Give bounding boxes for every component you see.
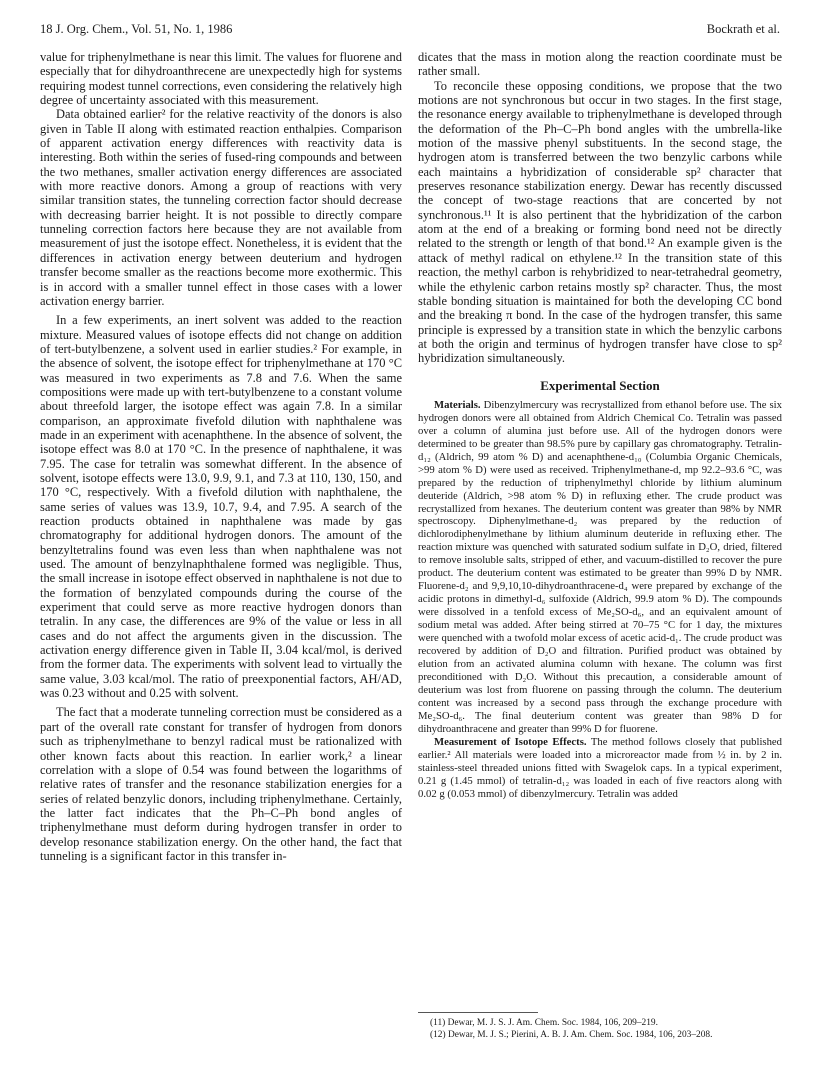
paragraph: value for triphenylmethane is near this limit. The values for fluorene and especially that for dihydroanthrecene are unexpectedly high for systems requiring modest tunnel corrections, even considering the relatively high degree of uncertainty associated with this measurement. [40,50,402,108]
left-column [40,50,402,863]
right-column [418,50,782,800]
footnote: (11) Dewar, M. J. S. J. Am. Chem. Soc. 1984, 106, 209–219. [430,1018,658,1028]
page-info: 18 J. Org. Chem., Vol. 51, No. 1, 1986 [40,22,233,36]
isotope-paragraph [418,736,782,801]
paragraph: To reconcile these opposing conditions, we propose that the two motions are not synchronous but occur in two stages. In the first stage, the resonance energy available to triphenylmethane is developed through the deformation of the Ph–C–Ph bond angles with the umbrella-like motion of the massive phenyl substituents. In the second stage, the hydrogen atom is transferred between the two benzylic carbons while each maintains a hybridization of considerable sp² character that preserves resonance stabilization energy. Dewar has recently discussed the concept of two-stage reactions that are concerted by not synchronous.¹¹ It is also pertinent that the hybridization of the carbon atom at the end of a breaking or forming bond need not be directly related to the strength or length of that bond.¹² An example given is the attack of methyl radical on ethylene.¹² In the transition state of this reaction, the methyl carbon is rehybridized to near-tetrahedral geometry, while the ethylenic carbon retains mostly sp² character. Thus, the most stable bonding situation is maintained for both the developing CC bond and the breaking π bond. In the case of the hydrogen transfer, this same principle is expressed by a transition state in which the benzylic carbons at both the origin and terminus of hydrogen transfer have close to sp² hybridization simultaneously. [418,78,782,366]
running-header [40,22,780,42]
paragraph-text: The method follows closely that published earlier.² All materials were loaded into a microreactor made from ½ in. by 2 in. stainless-steel threaded unions fitted with Swagelok caps. In a typical experiment, 0.21 g (1.45 mmol) of tetralin-d₁₂ was loaded in each of five reactors along with 0.02 g (0.053 mmol) of dibenzylmercury. Tetralin was added [418,735,782,800]
paragraph-text: Dibenzylmercury was recrystallized from ethanol before use. The six hydrogen donors were all obtained from Aldrich Chemical Co. Tetralin was passed over a column of alumina just before use. All of the hydrogen donors were determined to be greater than 98.5% pure by capillary gas chromatography. Tetralin-d₁₂ (Aldrich, 99 atom % D) and acenaphthene-d₁₀ (Columbia Organic Chemicals, >99 atom % D) were used as received. Triphenylmethane-d, mp 92.2–93.6 °C, was prepared by the reduction of triphenylmethyl chloride by lithium aluminum deuteride (Aldrich, >98 atom % D) in refluxing ether. The crude product was recrystallized from hexanes. The deuterium content was greater than 98% by NMR spectroscopy. Diphenylmethane-d₂ was prepared by the reduction of dichlorodiphenylmethane by lithium aluminum deuteride in refluxing ether. The reaction mixture was quenched with saturated sodium sulfate in D₂O, dried, filtered to remove insoluble salts, stripped of ether, and vacuum-distilled to recover the pure product. The deuterium content was estimated to be greater than 99% D by NMR. Fluorene-d₂ and 9,9,10,10-dihydroanthracene-d₄ were prepared by exchange of the acidic protons in dimethyl-d₆ sulfoxide (Aldrich, 99.9 atom % D). The compounds were dissolved in a tenfold excess of Me₂SO-d₆, and an equivalent amount of sodium metal was added. After being stirred at 70–75 °C for 1 day, the mixtures were quenched with a twofold molar excess of acetic acid-d₁. The crude product was recovered by addition of D₂O and filtration. Purified product was obtained by elution from an activated alumina column with hexane. The column was first preconditioned with D₂O. Without this precaution, a considerable amount of deuterium was lost from fluorene on passing through the column. The deuterium content was increased by a second pass through the exchange procedure with Me₂SO-d₆. The final deuterium content was greater than 98% D for dihydroanthracene and greater than 99% D for fluorene. [418,398,782,735]
materials-paragraph [418,399,782,736]
footnotes [418,1018,782,1041]
run-in-heading: Materials. [434,398,481,411]
paragraph: In a few experiments, an inert solvent was added to the reaction mixture. Measured values of isotope effects did not change on addition of tert-butylbenzene, a solvent used in earlier studies.² For example, in the absence of solvent, the isotope effect for triphenylmethane at 170 °C was measured in two experiments as 7.8 and 7.6. When the same compositions were made up with tert-butylbenzene to a constant volume about threefold larger, the isotope effect was again 7.8. In a similar comparison, an approximate fivefold dilution with naphthalene was made in an experiment with acenaphthene. In the absence of solvent, the isotope effect was 8.0 at 170 °C. In the presence of naphthalene, it was 7.95. The case for tetralin was somewhat different. In the absence of solvent, isotope effects were 13.0, 9.9, 9.1, and 7.3 at 110, 130, 150, and 170 °C, respectively. With a fivefold dilution with naphthalene, the same series of values was 13.9, 10.7, 9.4, and 7.95. A search of the reaction products obtained in naphthalene was made by gas chromatography for additional hydrogen donors. The amount of the benzyltetralins found was even less than when naphthalene was not used. The amount of benzylnaphthalene formed was negligible. Thus, the small increase in isotope effect observed in naphthalene is not due to the formation of benzylated compounds during the course of the experiment that could serve as more reactive hydrogen donors than tetralin. In any case, the differences are 9% of the value or less in all cases and do not affect the arguments given in the discussion. The activation energy difference given in Table II, 3.04 kcal/mol, is derived from the former data. The experiments with solvent lead to virtually the same value, 3.03 kcal/mol. The ratio of preexponential factors, AH/AD, was 0.23 without and 0.25 with solvent. [40,313,402,701]
footnote: (12) Dewar, M. J. S.; Pierini, A. B. J. Am. Chem. Soc. 1984, 106, 203–208. [430,1029,713,1040]
footnote-rule [418,1012,538,1013]
paragraph: dicates that the mass in motion along the reaction coordinate must be rather small. [418,50,782,79]
author-header: Bockrath et al. [706,22,780,36]
run-in-heading: Measurement of Isotope Effects. [434,735,587,748]
section-heading: Experimental Section [540,377,660,393]
paragraph: Data obtained earlier² for the relative reactivity of the donors is also given in Table II along with estimated reaction enthalpies. Comparison of apparent activation energy differences with reactivity data is interesting. Both within the series of fused-ring compounds and between the two methanes, smaller activation energy differences are associated with more reactive donors. Among a group of reactions with very similar transition states, the tunneling correction factor should decrease with decreasing barrier height. It is not possible to directly compare tunneling correction factors here because they are not available from measurement of just the isotope effect. Nonetheless, it is evident that the differences in activation energy between deuterium and hydrogen transfer become smaller as the reactions become more exothermic. This is in accord with a smaller tunnel effect in those cases with a lower activation energy barrier. [40,107,402,308]
paragraph: The fact that a moderate tunneling correction must be considered as a part of the overall rate constant for transfer of hydrogen from donors such as triphenylmethane to benzyl radical must be rationalized with other known facts about this reaction. In earlier work,² a linear correlation with a slope of 0.54 was found between the logarithms of relative rates of transfer and the resonance stabilization energies for a series of related benzylic donors, including triphenylmethane. Certainly, the latter fact indicates that the Ph–C–Ph bond angles of triphenylmethane must deform during hydrogen transfer in order to develop resonance stabilization energy. On the other hand, the fact that tunneling is a significant factor in this transfer in- [40,705,402,863]
